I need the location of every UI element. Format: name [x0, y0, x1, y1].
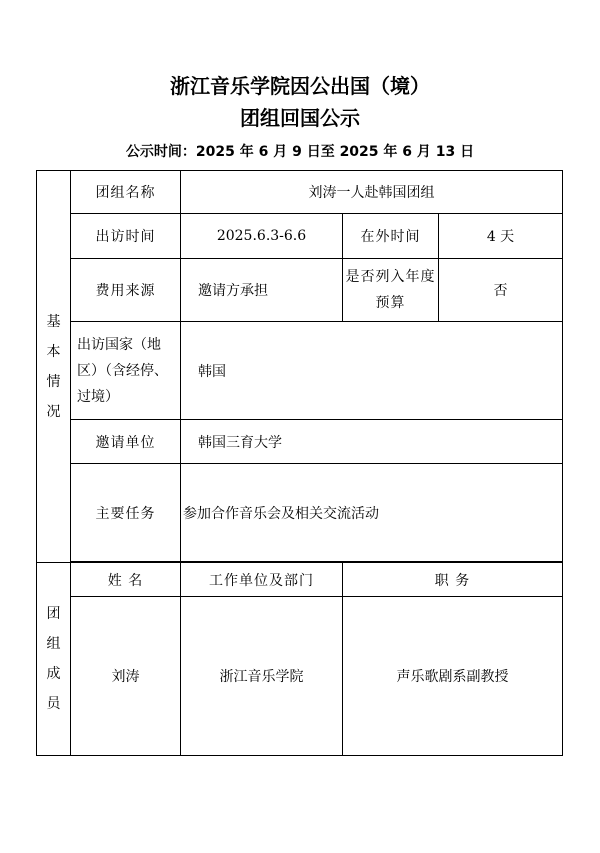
member-unit: 浙江音乐学院	[181, 597, 343, 756]
visit-time-label: 出访时间	[71, 214, 181, 259]
task-label: 主要任务	[71, 464, 181, 562]
members-header-name: 姓 名	[71, 563, 181, 597]
country-label: 出访国家（地区）（含经停、过境）	[71, 322, 181, 420]
basic-section-char: 基	[46, 313, 61, 330]
members-header-unit: 工作单位及部门	[181, 563, 343, 597]
members-header-position: 职 务	[343, 563, 563, 597]
basic-section-char: 况	[46, 403, 61, 420]
publicity-time: 公示时间：2025 年 6 月 9 日至 2025 年 6 月 13 日	[125, 144, 475, 160]
members-section-char: 组	[46, 636, 61, 652]
members-section-label	[37, 563, 71, 756]
group-name-label: 团组名称	[71, 171, 181, 214]
budget-label: 是否列入年度预算	[343, 259, 439, 322]
document-title-line2: 团组回国公示	[240, 106, 360, 130]
country-value: 韩国	[181, 322, 563, 420]
visit-time-value: 2025.6.3-6.6	[181, 214, 343, 259]
task-value: 参加合作音乐会及相关交流活动	[181, 464, 563, 562]
basic-section-char: 情	[46, 373, 61, 390]
inviter-label: 邀请单位	[71, 420, 181, 464]
member-position: 声乐歌剧系副教授	[343, 597, 563, 756]
announcement-table	[36, 170, 563, 756]
group-name-value: 刘涛一人赴韩国团组	[181, 171, 563, 214]
funding-value: 邀请方承担	[181, 259, 343, 322]
member-name: 刘涛	[71, 597, 181, 756]
abroad-time-value: 4 天	[439, 214, 563, 259]
funding-label: 费用来源	[71, 259, 181, 322]
basic-section-char: 本	[46, 343, 61, 360]
inviter-value: 韩国三育大学	[181, 420, 563, 464]
table-row	[37, 597, 563, 756]
members-section-char: 成	[46, 666, 61, 682]
abroad-time-label: 在外时间	[343, 214, 439, 259]
members-section-char: 员	[46, 696, 61, 712]
basic-section-label	[37, 171, 71, 563]
document-title-line1: 浙江音乐学院因公出国（境）	[170, 74, 430, 98]
members-section-char: 团	[46, 606, 61, 622]
budget-value: 否	[439, 259, 563, 322]
